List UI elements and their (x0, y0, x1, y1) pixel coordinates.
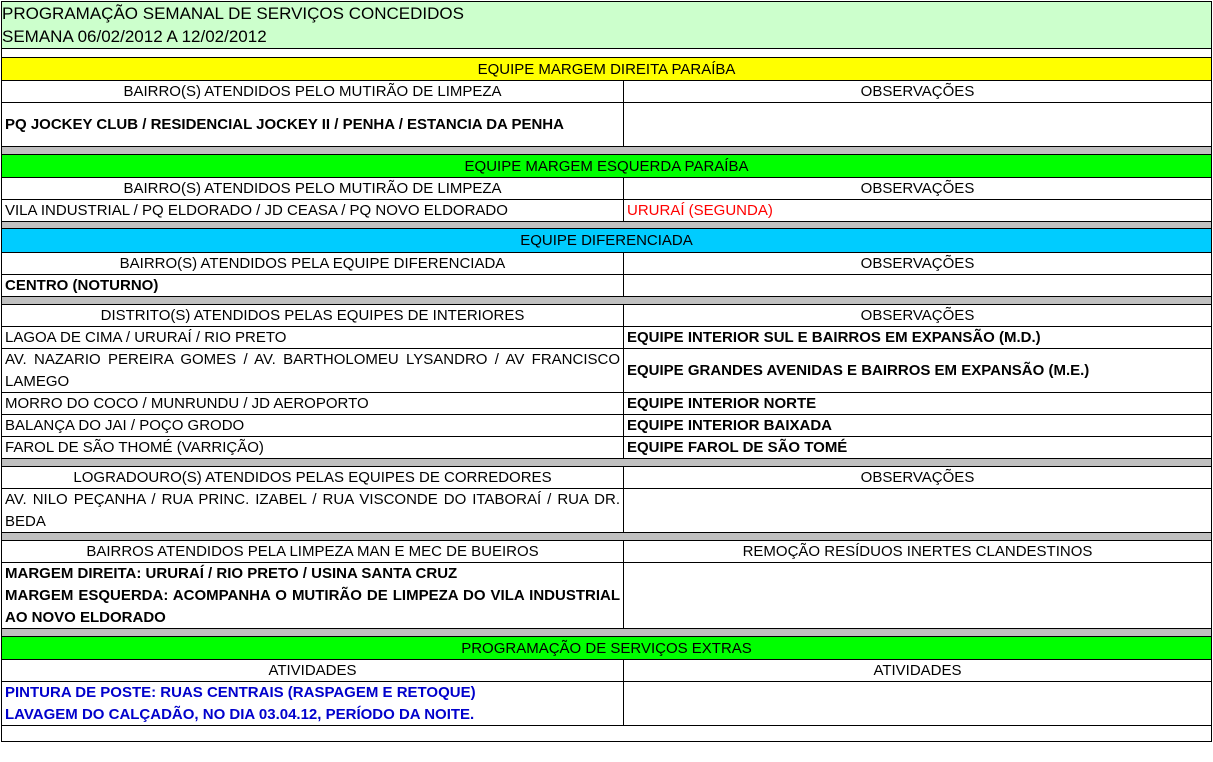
column-header-right: OBSERVAÇÕES (860, 469, 975, 486)
street-cell: AV. NILO PEÇANHA / RUA PRINC. IZABEL / RUA VISCONDE DO ITABORAÍ / RUA DR. BEDA (2, 489, 624, 532)
spacer (1, 726, 1212, 742)
table-row (1, 349, 1212, 393)
column-header-right: OBSERVAÇÕES (860, 83, 975, 100)
section-title-diferenciada: EQUIPE DIFERENCIADA (1, 229, 1212, 253)
spacer (1, 629, 1212, 637)
team-cell: EQUIPE INTERIOR BAIXADA (627, 417, 833, 434)
column-header-row (1, 467, 1212, 489)
team-cell: EQUIPE INTERIOR NORTE (627, 395, 817, 412)
column-header-row (1, 253, 1212, 275)
column-header-row (1, 660, 1212, 682)
section-title-margem-esquerda: EQUIPE MARGEM ESQUERDA PARAÍBA (1, 155, 1212, 178)
column-header-right: OBSERVAÇÕES (860, 180, 975, 197)
column-header-left: BAIRROS ATENDIDOS PELA LIMPEZA MAN E MEC DE BUEIROS (2, 541, 624, 562)
observations-cell (624, 275, 1211, 296)
extra-activities-cell-right (624, 682, 1211, 725)
spacer (1, 147, 1212, 155)
neighborhoods-cell: VILA INDUSTRIAL / PQ ELDORADO / JD CEASA / PQ NOVO ELDORADO (2, 200, 624, 221)
spacer (1, 297, 1212, 305)
column-header-left: ATIVIDADES (2, 660, 624, 681)
observations-cell (624, 103, 1211, 146)
table-row (1, 103, 1212, 147)
waste-removal-cell (624, 563, 1211, 628)
sheet-title: PROGRAMAÇÃO SEMANAL DE SERVIÇOS CONCEDIDOS (2, 4, 464, 23)
table-row (1, 393, 1212, 415)
column-header-right: OBSERVAÇÕES (860, 255, 975, 272)
column-header-row (1, 305, 1212, 327)
table-row (1, 200, 1212, 222)
table-row (1, 682, 1212, 726)
column-header-left: BAIRRO(S) ATENDIDOS PELA EQUIPE DIFERENCIADA (2, 253, 624, 274)
observations-cell: URURAÍ (SEGUNDA) (627, 202, 773, 219)
drain-line-left-margin: MARGEM ESQUERDA: ACOMPANHA O MUTIRÃO DE LIMPEZA DO VILA INDUSTRIAL AO NOVO ELDORADO (5, 587, 620, 626)
column-header-left: BAIRRO(S) ATENDIDOS PELO MUTIRÃO DE LIMPEZA (2, 81, 624, 102)
spacer (1, 49, 1212, 58)
sheet-header (1, 1, 1212, 49)
column-header-right: REMOÇÃO RESÍDUOS INERTES CLANDESTINOS (742, 543, 1093, 560)
district-cell: LAGOA DE CIMA / URURAÍ / RIO PRETO (2, 327, 624, 348)
activity-line: PINTURA DE POSTE: RUAS CENTRAIS (RASPAGEM E RETOQUE) (5, 684, 476, 701)
column-header-row (1, 178, 1212, 200)
neighborhoods-cell: PQ JOCKEY CLUB / RESIDENCIAL JOCKEY II / PENHA / ESTANCIA DA PENHA (2, 103, 624, 146)
drain-line-right-margin: MARGEM DIREITA: URURAÍ / RIO PRETO / USINA SANTA CRUZ (5, 565, 458, 582)
drain-cleaning-cell (2, 563, 624, 628)
team-cell: EQUIPE INTERIOR SUL E BAIRROS EM EXPANSÃO (M.D.) (627, 329, 1041, 346)
column-header-left: LOGRADOURO(S) ATENDIDOS PELAS EQUIPES DE CORREDORES (2, 467, 624, 488)
column-header-row (1, 81, 1212, 103)
activity-line: LAVAGEM DO CALÇADÃO, NO DIA 03.04.12, PERÍODO DA NOITE. (5, 706, 475, 723)
column-header-right: OBSERVAÇÕES (860, 307, 975, 324)
table-row (1, 275, 1212, 297)
observations-cell (624, 489, 1211, 532)
column-header-left: BAIRRO(S) ATENDIDOS PELO MUTIRÃO DE LIMPEZA (2, 178, 624, 199)
sheet-week: SEMANA 06/02/2012 A 12/02/2012 (2, 27, 267, 46)
spacer (1, 222, 1212, 229)
table-row (1, 489, 1212, 533)
district-cell: AV. NAZARIO PEREIRA GOMES / AV. BARTHOLOMEU LYSANDRO / AV FRANCISCO LAMEGO (2, 349, 624, 392)
table-row (1, 437, 1212, 459)
neighborhoods-cell: CENTRO (NOTURNO) (2, 275, 624, 296)
column-header-right: ATIVIDADES (873, 662, 962, 679)
section-title-extras: PROGRAMAÇÃO DE SERVIÇOS EXTRAS (1, 637, 1212, 660)
section-title-margem-direita: EQUIPE MARGEM DIREITA PARAÍBA (1, 58, 1212, 81)
table-row (1, 415, 1212, 437)
spacer (1, 459, 1212, 467)
district-cell: FAROL DE SÃO THOMÉ (VARRIÇÃO) (2, 437, 624, 458)
district-cell: BALANÇA DO JAI / POÇO GRODO (2, 415, 624, 436)
table-row (1, 327, 1212, 349)
team-cell: EQUIPE FAROL DE SÃO TOMÉ (627, 439, 848, 456)
column-header-left: DISTRITO(S) ATENDIDOS PELAS EQUIPES DE INTERIORES (2, 305, 624, 326)
table-row (1, 563, 1212, 629)
column-header-row (1, 541, 1212, 563)
extra-activities-cell (2, 682, 624, 725)
schedule-sheet (1, 1, 1212, 742)
district-cell: MORRO DO COCO / MUNRUNDU / JD AEROPORTO (2, 393, 624, 414)
team-cell: EQUIPE GRANDES AVENIDAS E BAIRROS EM EXPANSÃO (M.E.) (627, 362, 1090, 379)
spacer (1, 533, 1212, 541)
